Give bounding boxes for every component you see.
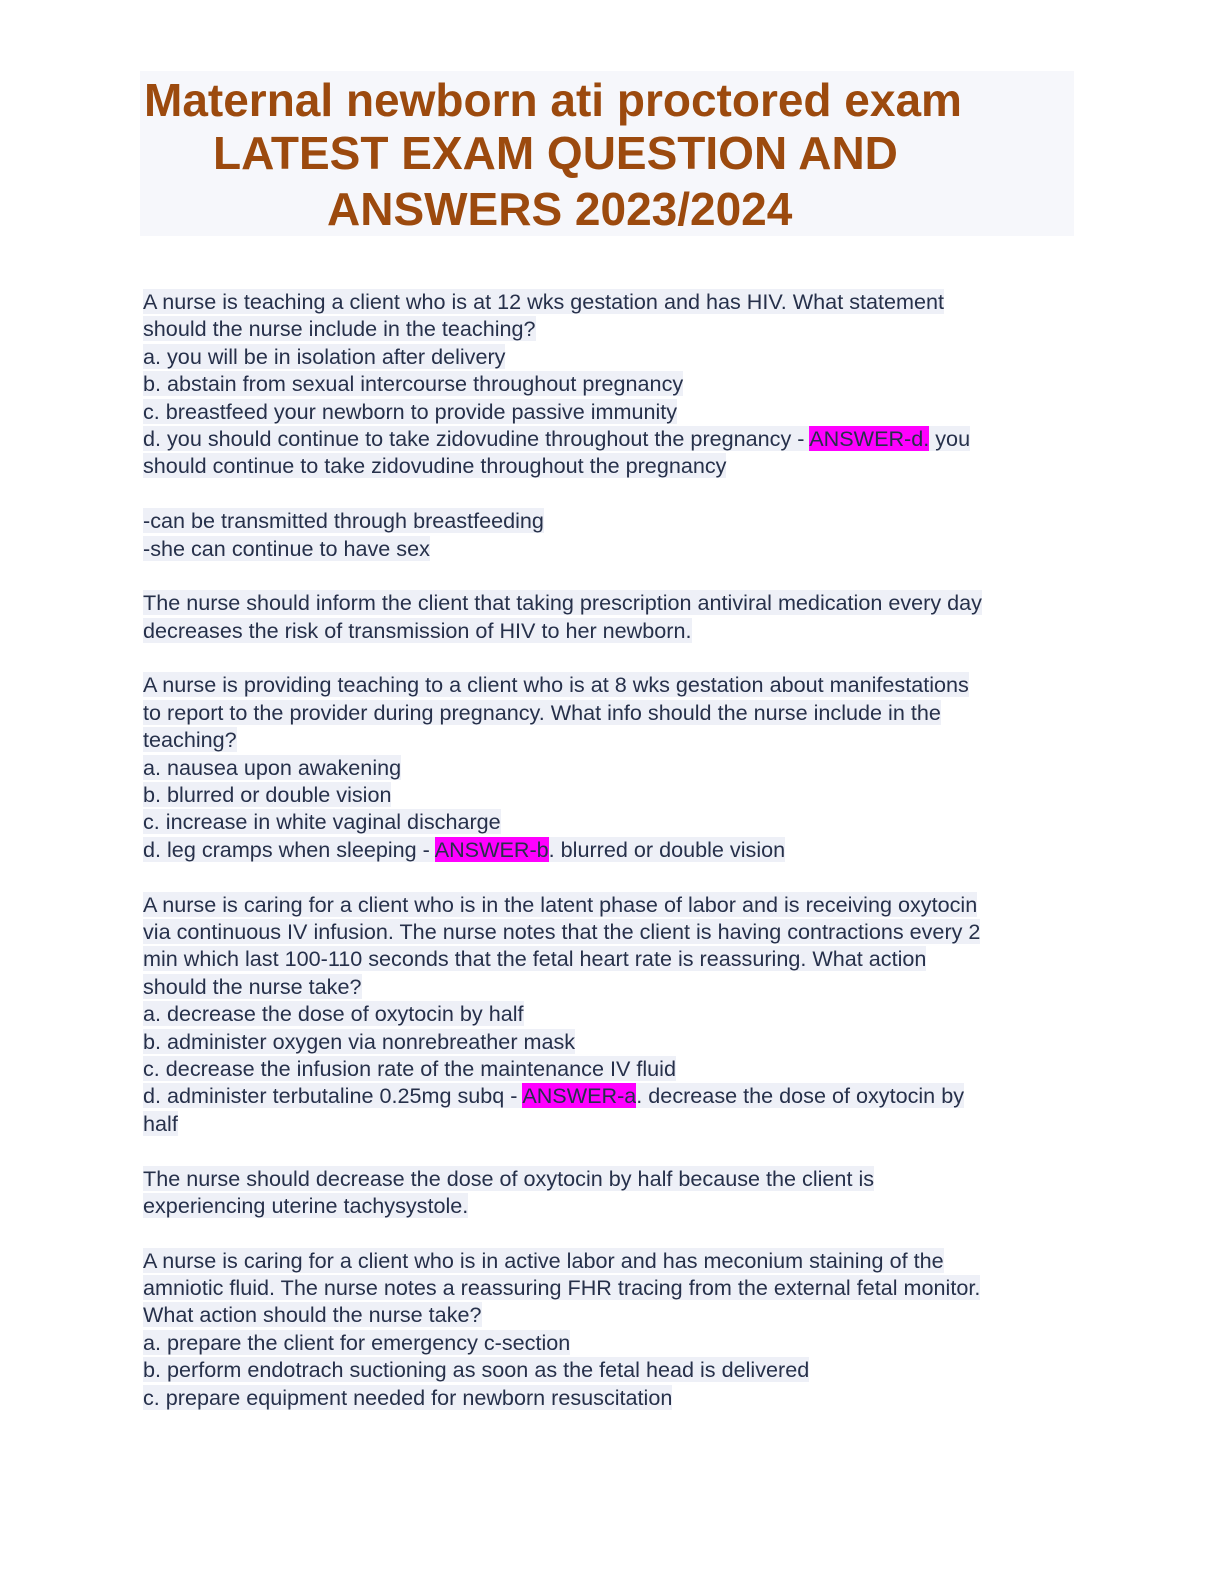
q4-stem-line-1: A nurse is caring for a client who is in active labor and has meconium staining of the [143,1247,944,1273]
q2-option-a: a. nausea upon awakening [143,754,402,780]
q2-option-b: b. blurred or double vision [143,782,392,808]
document-title-line-3: ANSWERS 2023/2024 [327,183,793,235]
q4-option-c: c. prepare equipment needed for newborn resuscitation [143,1384,673,1410]
spacer [143,1137,1083,1164]
q4-stem-line-3: What action should the nurse take? [143,1302,482,1328]
q1-option-c: c. breastfeed your newborn to provide passive immunity [143,398,678,424]
q3-option-c: c. decrease the infusion rate of the maintenance IV fluid [143,1055,676,1081]
spacer [143,863,1083,890]
q1-option-d: d. you should continue to take zidovudine throughout the pregnancy - ANSWER-d. you [143,425,971,451]
q4-stem-line-2: amniotic fluid. The nurse notes a reassuring FHR tracing from the external fetal monitor. [143,1275,981,1301]
spacer [143,480,1083,507]
spacer [143,644,1083,671]
q1-rationale-line-2: decreases the risk of transmission of HIV to her newborn. [143,617,692,643]
q1-option-b: b. abstain from sexual intercourse throughout pregnancy [143,371,684,397]
q3-option-a: a. decrease the dose of oxytocin by half [143,1001,524,1027]
q1-answer-highlight: ANSWER-d. [809,425,930,451]
document-title-line-2: LATEST EXAM QUESTION AND [213,127,898,179]
q2-option-d: d. leg cramps when sleeping - ANSWER-b. blurred or double vision [143,836,786,862]
q3-stem-line-2: via continuous IV infusion. The nurse notes that the client is having contractions every 2 [143,918,981,944]
q3-stem-line-1: A nurse is caring for a client who is in the latent phase of labor and is receiving oxytocin [143,891,978,917]
q3-answer-highlight: ANSWER-a [522,1083,637,1109]
q3-option-d: d. administer terbutaline 0.25mg subq - ANSWER-a. decrease the dose of oxytocin by [143,1083,964,1109]
q2-answer-highlight: ANSWER-b [434,836,549,862]
q1-option-a: a. you will be in isolation after delivery [143,343,506,369]
q3-rationale-line-1: The nurse should decrease the dose of oxytocin by half because the client is [143,1165,875,1191]
q2-stem-line-3: teaching? [143,727,237,753]
document-title-line-1: Maternal newborn ati proctored exam [144,74,962,126]
document-body [143,288,1083,1411]
q3-option-b: b. administer oxygen via nonrebreather mask [143,1028,576,1054]
q1-note-2: -she can continue to have sex [143,535,430,561]
q1-rationale-line-1: The nurse should inform the client that taking prescription antiviral medication every day [143,590,982,616]
q2-stem-line-1: A nurse is providing teaching to a client who is at 8 wks gestation about manifestations [143,672,969,698]
q2-option-c: c. increase in white vaginal discharge [143,809,501,835]
q1-stem-line-2: should the nurse include in the teaching? [143,316,536,342]
q3-stem-line-4: should the nurse take? [143,973,362,999]
q3-answer-continued: half [143,1110,178,1136]
q4-option-a: a. prepare the client for emergency c-section [143,1329,571,1355]
q2-stem-line-2: to report to the provider during pregnancy. What info should the nurse include in the [143,699,941,725]
q1-answer-continued: should continue to take zidovudine throughout the pregnancy [143,453,727,479]
q3-stem-line-3: min which last 100-110 seconds that the fetal heart rate is reassuring. What action [143,946,927,972]
q3-rationale-line-2: experiencing uterine tachysystole. [143,1192,469,1218]
spacer [143,1219,1083,1246]
q4-option-b: b. perform endotrach suctioning as soon as the fetal head is delivered [143,1357,810,1383]
q1-note-1: -can be transmitted through breastfeeding [143,508,544,534]
spacer [143,562,1083,589]
q1-stem-line-1: A nurse is teaching a client who is at 12 wks gestation and has HIV. What statement [143,289,945,314]
